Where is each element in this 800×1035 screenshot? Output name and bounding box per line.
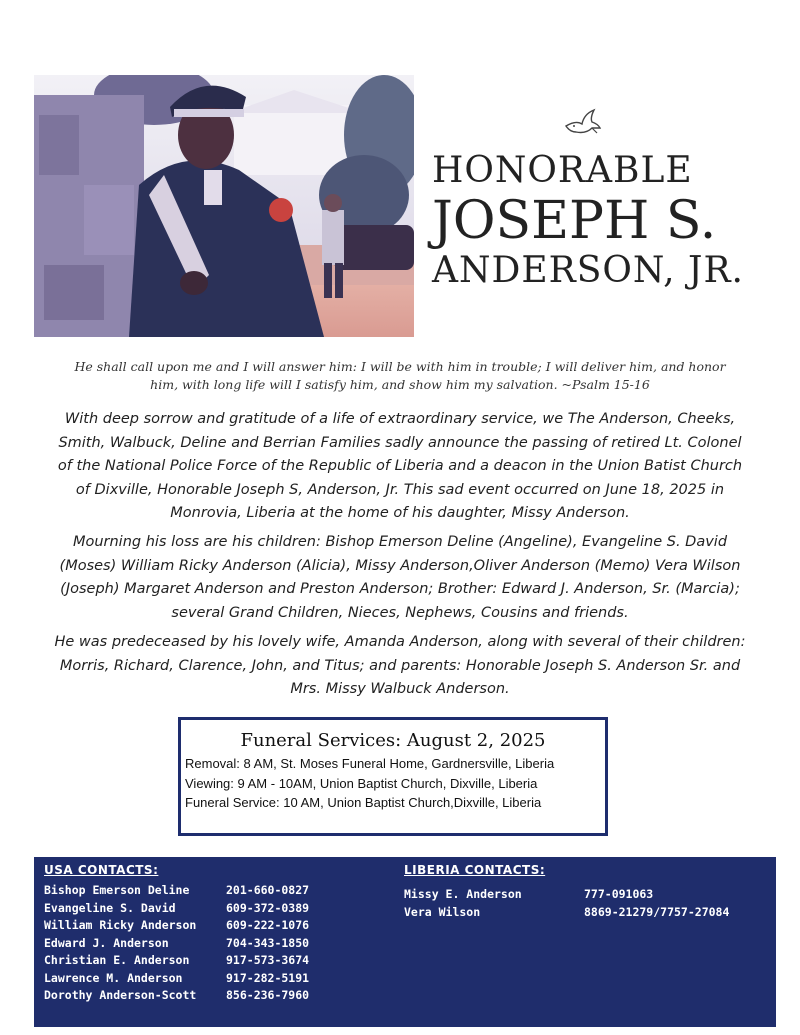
contact-name: William Ricky Anderson <box>44 918 197 932</box>
contact-name: Edward J. Anderson <box>44 935 169 950</box>
contact-name: Lawrence M. Anderson <box>44 970 183 985</box>
services-viewing: Viewing: 9 AM - 10AM, Union Baptist Church, Dixville, Liberia <box>185 775 538 791</box>
contact-name: Vera Wilson <box>404 904 481 919</box>
liberia-contacts-heading: LIBERIA CONTACTS: <box>404 863 546 877</box>
contact-phone: 777-091063 <box>584 887 654 901</box>
contact-name: Bishop Emerson Deline <box>44 883 190 897</box>
announcement-paragraph: With deep sorrow and gratitude of a life of extraordinary service, we The Anderson, Cheeks, Smith, Walbuck, Deline and Berrian Families sadly announce the passing of retired Lt. Colonel of the National Police Force of the Republic of Liberia and a deacon in the Union Batist Church of Dixville, Honorable Joseph S, Anderson, Jr. This sad event occurred on June 18, 2025 in Monrovia, Liberia at the home of his daughter, Missy Anderson. <box>57 411 743 521</box>
contact-name: Evangeline S. David <box>44 900 176 915</box>
contact-phone: 609-372-0389 <box>226 900 310 915</box>
contact-phone: 917-573-3674 <box>226 953 310 967</box>
contacts-panel <box>34 857 776 1027</box>
deceased-name <box>432 150 772 292</box>
services-title: Funeral Services: August 2, 2025 <box>240 730 546 751</box>
contact-name: Dorothy Anderson-Scott <box>44 988 197 1002</box>
name-last: ANDERSON, JR. <box>432 250 744 291</box>
funeral-services-box <box>178 717 608 836</box>
contact-phone: 856-236-7960 <box>226 988 310 1002</box>
scripture-verse: He shall call upon me and I will answer him: I will be with him in trouble; I will deliver him, and honor him, with long life will I satisfy him, and show him my salvation. ~Psalm 15-16 <box>74 359 726 392</box>
dove-icon <box>562 106 602 138</box>
contact-phone: 8869-21279/7757-27084 <box>584 904 730 919</box>
portrait-illustration <box>34 75 414 337</box>
contact-name: Christian E. Anderson <box>44 953 190 967</box>
name-first: JOSEPH S. <box>432 191 717 251</box>
portrait-photo <box>34 75 414 337</box>
predeceased-paragraph: He was predeceased by his lovely wife, Amanda Anderson, along with several of their children: Morris, Richard, Clarence, John, and Titus; and parents: Honorable Joseph S. Anderson Sr. and Mrs. Missy Walbuck Anderson. <box>54 634 746 697</box>
services-funeral: Funeral Service: 10 AM, Union Baptist Church,Dixville, Liberia <box>185 795 542 810</box>
usa-contacts-heading: USA CONTACTS: <box>44 863 159 877</box>
contact-phone: 609-222-1076 <box>226 918 310 932</box>
name-honorific: HONORABLE <box>432 150 693 191</box>
survivors-paragraph: Mourning his loss are his children: Bishop Emerson Deline (Angeline), Evangeline S. David (Moses) William Ricky Anderson (Alicia), Missy Anderson,Oliver Anderson (Memo) Vera Wilson (Joseph) Margaret Anderson and Preston Anderson; Brother: Edward J. Anderson, Sr. (Marcia); several Grand Children, Nieces, Nephews, Cousins and friends. <box>59 534 741 621</box>
contact-phone: 201-660-0827 <box>226 883 310 897</box>
contact-phone: 704-343-1850 <box>226 935 310 950</box>
contact-name: Missy E. Anderson <box>404 887 522 901</box>
services-removal: Removal: 8 AM, St. Moses Funeral Home, Gardnersville, Liberia <box>185 756 555 771</box>
contact-phone: 917-282-5191 <box>226 970 310 985</box>
